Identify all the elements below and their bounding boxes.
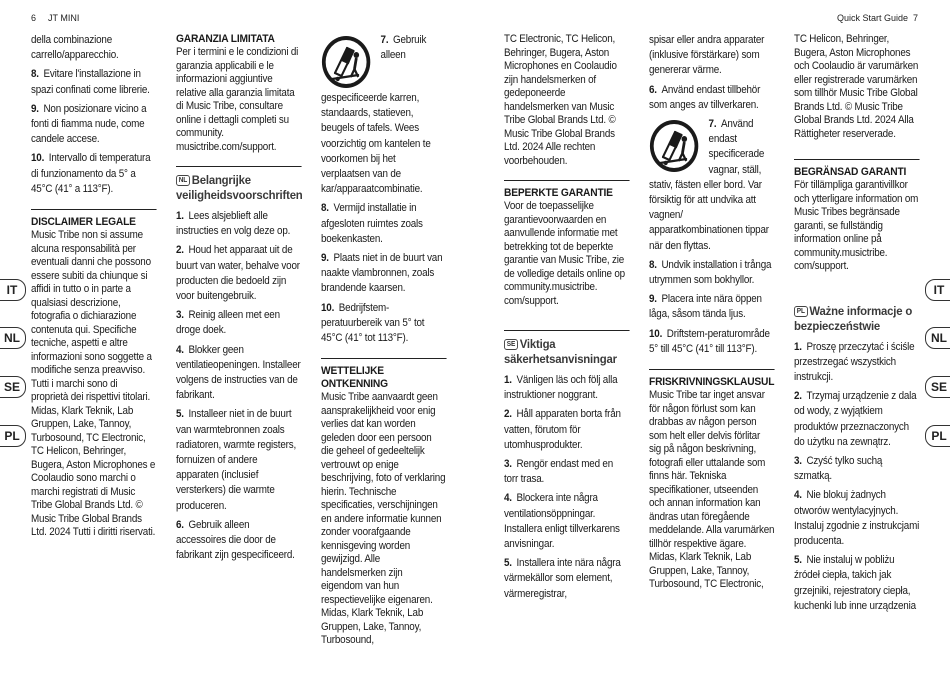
item-number: 8.	[31, 68, 39, 81]
item-number: 3.	[176, 309, 184, 322]
item-number: 10.	[321, 301, 335, 314]
instruction-item	[504, 407, 630, 453]
item-text: Czyść tylko suchą szmatką.	[794, 454, 883, 483]
instruction-item	[794, 340, 920, 386]
page-number-right: 7	[913, 13, 919, 23]
item-text: Nie blokuj żadnych otworów wentylacyjnych. Instaluj zgodnie z instrukcjami producenta.	[794, 489, 920, 547]
instruction-item	[31, 102, 157, 148]
instruction-item	[649, 258, 775, 288]
item-text: Använd endast tillbehör som anges av tillverkaren.	[649, 83, 761, 111]
continuation-text: TC Helicon, Behringer, Bugera, Aston Microphones och Coolaudio är varumärken eller registrerade varumärken som tillhör Music Tribe Global Brands Ltd. © Music Tribe Global Brands Ltd. 2024 Alla Rättigheter reserverade.	[794, 33, 919, 140]
item-text: Gebruik alleen gespecificeerde karren, standaards, statieven, beugels of tafels. Wees voorzichtig om kantelen te voorkomen bij het verplaatsen van de kar/apparaatcombinatie.	[321, 34, 431, 196]
item-text: Håll apparaten borta från vatten, förutom för utomhusprodukter.	[504, 408, 621, 451]
item-text: Undvik installation i trånga utrymmen som bokhyllor.	[649, 258, 772, 287]
language-tab-it-right[interactable]: IT	[925, 279, 950, 301]
instruction-item	[649, 292, 775, 322]
item-text: Använd endast specificerade vagnar, ställ, stativ, fästen eller bord. Var försiktig för att undvika att vagnen/ apparatkombinationen tippar när den flyttas.	[649, 118, 769, 252]
warranty-body: För tillämpliga garantivillkor och ytterligare information om Music Tribes begränsade garanti, se fullständig information online på community.musictribe. com/support.	[794, 179, 919, 272]
instruction-item	[649, 327, 775, 357]
item-text: Placera inte nära öppen låga, såsom tända ljus.	[649, 293, 762, 321]
safety-heading	[176, 173, 302, 203]
item-number: 6.	[649, 83, 657, 96]
instruction-item	[794, 454, 920, 484]
guide-title: Quick Start Guide	[837, 13, 909, 23]
safety-heading-text: Ważne informacje o bezpieczeństwie	[794, 303, 913, 333]
language-tab-se[interactable]: SE	[0, 376, 26, 398]
instruction-item	[649, 83, 775, 113]
column-swedish-safety	[504, 33, 630, 606]
instruction-item-cart	[321, 33, 447, 197]
item-text: Intervallo di temperatura di funzionamento da 5° a 45°C (41° a 113°F).	[31, 152, 151, 195]
continuation-text: TC Electronic, TC Helicon, Behringer, Bugera, Aston Microphones en Coolaudio zijn handelsmerken of gedeponeerde handelsmerken van Music Tribe Global Brands Ltd. © Music Tribe Global Brands Ltd. 2024 Alle rechten voorbehouden.	[504, 33, 617, 167]
warranty-heading: GARANZIA LIMITATA	[176, 33, 275, 45]
item-number: 6.	[176, 518, 184, 531]
safety-heading-text: Belangrijke veiligheidsvoorschriften	[176, 173, 303, 202]
item-text: Trzymaj urządzenie z dala od wody, z wyjątkiem produktów przeznaczonych do użytku na zewnątrz.	[794, 390, 917, 448]
item-number: 9.	[31, 102, 39, 115]
language-tab-pl-right[interactable]: PL	[925, 425, 950, 447]
instruction-item	[31, 151, 157, 197]
item-number: 4.	[504, 492, 512, 505]
item-text: Nie instaluj w pobliżu źródeł ciepła, takich jak grzejniki, rejestratory ciepła, kuchenki lub inne urządzenia	[794, 554, 916, 612]
item-number: 3.	[794, 454, 802, 467]
item-text: Evitare l'installazione in spazi confinati come librerie.	[31, 68, 150, 96]
item-text: Houd het apparaat uit de buurt van water, behalve voor producten die bedoeld zijn voor buitengebruik.	[176, 244, 300, 303]
instruction-item	[321, 201, 447, 247]
section-divider	[31, 209, 157, 210]
column-italian	[31, 33, 157, 540]
item-text: Plaats niet in de buurt van naakte vlambronnen, zoals brandende kaarsen.	[321, 252, 443, 295]
item-text: Bedrijfstem-peratuurbereik van 5° tot 45°C (41° tot 113°F).	[321, 301, 425, 345]
item-text: Reinig alleen met een droge doek.	[176, 309, 280, 337]
instruction-item	[31, 67, 157, 97]
instruction-item	[504, 491, 630, 552]
item-number: 4.	[794, 489, 802, 502]
warranty-heading: BEPERKTE GARANTIE	[504, 187, 613, 199]
warranty-heading: BEGRÄNSAD GARANTI	[794, 166, 907, 178]
item-text: Proszę przeczytać i ściśle przestrzegać wszystkich instrukcji.	[794, 340, 915, 383]
warranty-body: Per i termini e le condizioni di garanzia applicabili e le informazioni aggiuntive relative alla garanzia limitata di Music Tribe, consultare online i dettagli completi su community. musictribe.com/support.	[176, 46, 299, 153]
disclaimer-heading: WETTELIJKE ONTKENNING	[321, 365, 388, 391]
item-text: Blockera inte några ventilationsöppningar. Installera enligt tillverkarens anvisningar.	[504, 492, 620, 551]
column-polish-safety	[794, 33, 920, 618]
item-number: 7.	[708, 118, 717, 131]
language-badge-nl: NL	[176, 175, 190, 186]
section-divider	[794, 159, 920, 160]
item-text: Lees alsjeblieft alle instructies en volg deze op.	[176, 210, 291, 238]
instruction-item	[794, 553, 920, 614]
instruction-item	[794, 389, 920, 450]
item-number: 7.	[380, 34, 389, 46]
language-badge-pl: PL	[794, 306, 808, 317]
language-tab-pl[interactable]: PL	[0, 425, 26, 447]
item-number: 1.	[504, 374, 512, 386]
column-dutch-safety	[176, 33, 302, 567]
cart-tip-warning-icon	[321, 35, 371, 89]
item-number: 9.	[649, 293, 657, 306]
item-number: 5.	[794, 554, 802, 567]
spacer	[794, 274, 920, 304]
item-number: 1.	[176, 210, 184, 222]
language-tab-nl[interactable]: NL	[0, 327, 26, 349]
instruction-item-cart	[649, 117, 775, 254]
continuation-text: della combinazione carrello/apparecchio.	[31, 34, 119, 62]
section-divider	[176, 166, 302, 167]
item-number: 4.	[176, 343, 184, 356]
instruction-item	[176, 308, 302, 338]
item-number: 5.	[176, 408, 184, 421]
section-divider	[504, 180, 630, 181]
item-text: Vänligen läs och följ alla instruktioner noggrant.	[504, 374, 618, 402]
instruction-item	[321, 251, 447, 297]
item-number: 2.	[176, 244, 184, 257]
item-text: Driftstem-peraturområde 5° till 45°C (41° till 113°F).	[649, 327, 770, 355]
item-text: Blokker geen ventilatieopeningen. Installeer volgens de instructies van de fabrikant.	[176, 343, 301, 402]
item-text: Rengör endast med en torr trasa.	[504, 458, 614, 486]
continuation-text: spisar eller andra apparater (inklusive förstärkare) som genererar värme.	[649, 34, 765, 77]
instruction-item	[176, 209, 302, 239]
item-text: Vermijd installatie in afgesloten ruimtes zoals boekenkasten.	[321, 202, 423, 245]
language-tab-it[interactable]: IT	[0, 279, 26, 301]
instruction-item	[794, 488, 920, 549]
instruction-item	[176, 518, 302, 564]
item-number: 1.	[794, 340, 802, 353]
item-number: 10.	[31, 152, 45, 165]
language-tab-nl-right[interactable]: NL	[925, 327, 950, 349]
instruction-item	[504, 457, 630, 487]
item-text: Gebruik alleen accessoires die door de fabrikant zijn gespecificeerd.	[176, 518, 295, 562]
item-number: 8.	[321, 202, 329, 215]
item-number: 5.	[504, 557, 512, 570]
section-divider	[321, 358, 447, 359]
column-dutch-continued	[321, 33, 447, 648]
item-text: Installeer niet in de buurt van warmtebronnen zoals radiatoren, warmte registers, fornuizen of andere apparaten (inclusief versterkers) die warmte produceren.	[176, 408, 296, 512]
safety-heading	[794, 304, 920, 334]
item-text: Non posizionare vicino a fonti di fiamma nude, come candele accese.	[31, 102, 147, 146]
item-number: 10.	[649, 327, 663, 340]
item-number: 9.	[321, 252, 329, 265]
language-tab-se-right[interactable]: SE	[925, 376, 950, 398]
language-badge-se: SE	[504, 339, 518, 350]
disclaimer-body: Music Tribe tar inget ansvar för någon förlust som kan drabbas av någon person som helt eller delvis förlitar sig på någon beskrivning, fotografi eller uttalande som finns här. Tekniska specifikationer, utseenden och annan information kan ändras utan föregående meddelande. Alla varumärken tillhör respektive ägare. Midas, Klark Teknik, Lab Gruppen, Lake, Tannoy, Turbosound, TC Electronic,	[649, 389, 775, 591]
item-number: 2.	[504, 408, 512, 421]
section-divider	[504, 330, 630, 331]
page-number-left: 6	[31, 13, 37, 23]
instruction-item	[504, 373, 630, 403]
instruction-item	[176, 343, 302, 404]
disclaimer-body: Music Tribe non si assume alcuna responsabilità per eventuali danni che possono essere subiti da chiunque si affidi in tutto o in parte a qualsiasi descrizione, fotografia o dichiarazione contenuta qui. Specifiche tecniche, aspetti e altre informazioni sono soggette a modifiche senza preavviso. Tutti i marchi sono di proprietà dei rispettivi titolari. Midas, Klark Teknik, Lab Gruppen, Lake, Tannoy, Turbosound, TC Electronic, TC Helicon, Behringer, Bugera, Aston Microphones e Coolaudio sono marchi o marchi registrati di Music Tribe Global Brands Ltd. © Music Tribe Global Brands Ltd. 2024 Tutti i diritti riservati.	[31, 229, 156, 539]
disclaimer-heading: DISCLAIMER LEGALE	[31, 216, 136, 229]
item-number: 8.	[649, 258, 657, 271]
item-number: 3.	[504, 458, 512, 471]
disclaimer-body: Music Tribe aanvaardt geen aansprakelijkheid voor enig verlies dat kan worden geleden door een persoon die geheel of gedeeltelijk vertrouwt op enige beschrijving, foto of verklaring hierin. Technische specificaties, verschijningen en andere informatie kunnen zonder voorafgaande kennisgeving worden gewijzigd. Alle handelsmerken zijn eigendom van hun respectievelijke eigenaren. Midas, Klark Teknik, Lab Gruppen, Lake, Tannoy, Turbosound,	[321, 391, 446, 647]
instruction-item	[504, 556, 630, 602]
safety-heading-text: Viktiga säkerhetsanvisningar	[504, 337, 617, 366]
item-number: 2.	[794, 390, 802, 403]
instruction-item	[176, 407, 302, 513]
instruction-item	[321, 301, 447, 347]
disclaimer-heading: FRISKRIVNINGSKLAUSUL	[649, 376, 775, 389]
cart-tip-warning-icon	[649, 119, 699, 173]
safety-heading	[504, 337, 630, 367]
section-divider	[649, 369, 775, 370]
column-swedish-continued	[649, 33, 775, 592]
instruction-item	[176, 243, 302, 304]
document-title: JT MINI	[48, 13, 80, 23]
item-text: Installera inte nära några värmekällor som element, värmeregistrar,	[504, 557, 621, 600]
warranty-body: Voor de toepasselijke garantievoorwaarden en aanvullende informatie met betrekking tot de beperkte garantie van Music Tribe, zie de volledige details online op community.musictribe. com/support.	[504, 200, 625, 307]
